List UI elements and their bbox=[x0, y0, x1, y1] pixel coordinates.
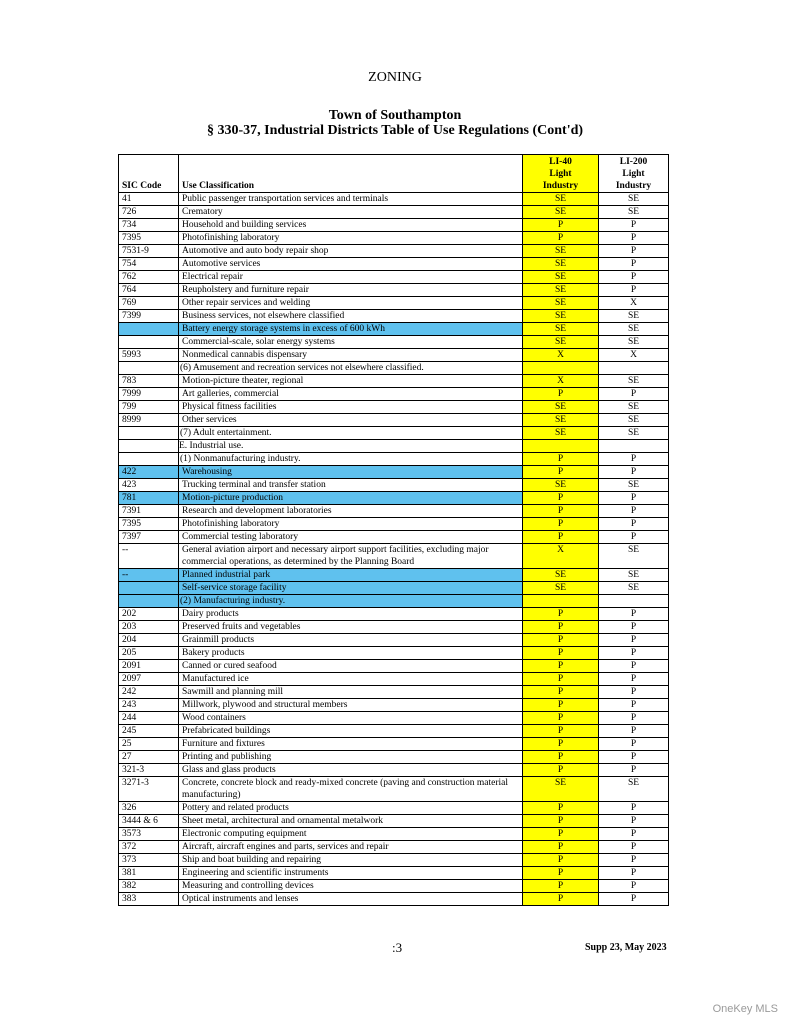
li200-cell: P bbox=[599, 880, 669, 893]
use-classification-cell: Printing and publishing bbox=[179, 751, 523, 764]
li200-cell: SE bbox=[599, 375, 669, 388]
table-row bbox=[119, 582, 669, 595]
header-li200 bbox=[599, 155, 669, 193]
li200-cell: X bbox=[599, 297, 669, 310]
li40-cell: SE bbox=[523, 401, 599, 414]
table-row bbox=[119, 595, 669, 608]
sic-code-cell: 383 bbox=[119, 893, 179, 906]
use-classification-cell: (7) Adult entertainment. bbox=[179, 427, 523, 440]
use-classification-cell: (1) Nonmanufacturing industry. bbox=[179, 453, 523, 466]
table-row bbox=[119, 608, 669, 621]
use-classification-cell: Automotive and auto body repair shop bbox=[179, 245, 523, 258]
use-classification-cell: Wood containers bbox=[179, 712, 523, 725]
table-row bbox=[119, 634, 669, 647]
li200-cell: P bbox=[599, 867, 669, 880]
use-regulations-table bbox=[118, 154, 669, 906]
table-row bbox=[119, 802, 669, 815]
use-classification-cell: Millwork, plywood and structural members bbox=[179, 699, 523, 712]
li40-cell: P bbox=[523, 867, 599, 880]
li40-cell: P bbox=[523, 608, 599, 621]
li200-cell: P bbox=[599, 518, 669, 531]
sic-code-cell: 7391 bbox=[119, 505, 179, 518]
table-row bbox=[119, 414, 669, 427]
use-classification-cell: Planned industrial park bbox=[179, 569, 523, 582]
table-row bbox=[119, 401, 669, 414]
li40-cell: P bbox=[523, 466, 599, 479]
sic-code-cell bbox=[119, 323, 179, 336]
li200-cell: SE bbox=[599, 323, 669, 336]
table-row bbox=[119, 569, 669, 582]
header-sic-code: SIC Code bbox=[119, 155, 179, 193]
table-row bbox=[119, 427, 669, 440]
sic-code-cell: 3271-3 bbox=[119, 777, 179, 802]
table-row bbox=[119, 245, 669, 258]
use-classification-cell: Crematory bbox=[179, 206, 523, 219]
li200-cell: P bbox=[599, 258, 669, 271]
li40-cell: P bbox=[523, 647, 599, 660]
li200-cell: P bbox=[599, 466, 669, 479]
page-heading: ZONING bbox=[368, 70, 422, 85]
header-li200-line1: LI-200 bbox=[619, 157, 648, 167]
table-row bbox=[119, 854, 669, 867]
sic-code-cell: 204 bbox=[119, 634, 179, 647]
sic-code-cell: 764 bbox=[119, 284, 179, 297]
li40-cell: SE bbox=[523, 336, 599, 349]
sic-code-cell bbox=[119, 595, 179, 608]
use-classification-cell: Canned or cured seafood bbox=[179, 660, 523, 673]
li40-cell: P bbox=[523, 738, 599, 751]
header-li200-line2: Light bbox=[622, 169, 645, 179]
table-row bbox=[119, 712, 669, 725]
sic-code-cell: 245 bbox=[119, 725, 179, 738]
li40-cell: P bbox=[523, 388, 599, 401]
sic-code-cell: 8999 bbox=[119, 414, 179, 427]
li200-cell: P bbox=[599, 738, 669, 751]
table-row bbox=[119, 880, 669, 893]
use-classification-cell: Bakery products bbox=[179, 647, 523, 660]
document-title: Town of Southampton bbox=[328, 108, 462, 123]
header-li40 bbox=[523, 155, 599, 193]
use-classification-cell: Preserved fruits and vegetables bbox=[179, 621, 523, 634]
table-row bbox=[119, 336, 669, 349]
use-classification-cell: Commercial-scale, solar energy systems bbox=[179, 336, 523, 349]
use-classification-cell: Optical instruments and lenses bbox=[179, 893, 523, 906]
header-use-classification: Use Classification bbox=[179, 155, 523, 193]
sic-code-cell: 781 bbox=[119, 492, 179, 505]
use-classification-cell: Electrical repair bbox=[179, 271, 523, 284]
li40-cell: P bbox=[523, 492, 599, 505]
sic-code-cell: 205 bbox=[119, 647, 179, 660]
li200-cell: P bbox=[599, 815, 669, 828]
li200-cell: P bbox=[599, 764, 669, 777]
li40-cell: P bbox=[523, 764, 599, 777]
sic-code-cell: 754 bbox=[119, 258, 179, 271]
li40-cell: X bbox=[523, 349, 599, 362]
li40-cell: SE bbox=[523, 427, 599, 440]
sic-code-cell: 7531-9 bbox=[119, 245, 179, 258]
li200-cell: P bbox=[599, 647, 669, 660]
use-classification-cell: Electronic computing equipment bbox=[179, 828, 523, 841]
use-classification-cell: General aviation airport and necessary airport support facilities, excluding major commercial operations, as determined by the Planning Board bbox=[179, 544, 523, 569]
header-li40-line3: Industry bbox=[542, 181, 579, 191]
li40-cell: P bbox=[523, 699, 599, 712]
table-row bbox=[119, 479, 669, 492]
li200-cell: SE bbox=[599, 544, 669, 569]
li40-cell bbox=[523, 362, 599, 375]
sic-code-cell: 726 bbox=[119, 206, 179, 219]
sic-code-cell: 244 bbox=[119, 712, 179, 725]
use-classification-cell: Household and building services bbox=[179, 219, 523, 232]
li200-cell: P bbox=[599, 492, 669, 505]
li200-cell: P bbox=[599, 271, 669, 284]
li200-cell bbox=[599, 440, 669, 453]
use-classification-cell: Art galleries, commercial bbox=[179, 388, 523, 401]
use-classification-cell: E. Industrial use. bbox=[179, 440, 523, 453]
sic-code-cell: 242 bbox=[119, 686, 179, 699]
sic-code-cell: 243 bbox=[119, 699, 179, 712]
sic-code-cell bbox=[119, 336, 179, 349]
table-row bbox=[119, 751, 669, 764]
li200-cell: SE bbox=[599, 427, 669, 440]
li200-cell: P bbox=[599, 841, 669, 854]
li200-cell: SE bbox=[599, 336, 669, 349]
table-row bbox=[119, 544, 669, 569]
li200-cell: P bbox=[599, 453, 669, 466]
sic-code-cell: 27 bbox=[119, 751, 179, 764]
li40-cell: SE bbox=[523, 323, 599, 336]
li200-cell: P bbox=[599, 712, 669, 725]
table-row bbox=[119, 531, 669, 544]
table-row bbox=[119, 206, 669, 219]
table-row bbox=[119, 815, 669, 828]
use-classification-cell: Business services, not elsewhere classified bbox=[179, 310, 523, 323]
table-row bbox=[119, 647, 669, 660]
li40-cell: P bbox=[523, 686, 599, 699]
li200-cell: SE bbox=[599, 414, 669, 427]
sic-code-cell bbox=[119, 362, 179, 375]
li40-cell: SE bbox=[523, 777, 599, 802]
li200-cell: SE bbox=[599, 569, 669, 582]
sic-code-cell: 7999 bbox=[119, 388, 179, 401]
li200-cell: P bbox=[599, 660, 669, 673]
li200-cell: SE bbox=[599, 777, 669, 802]
li200-cell: SE bbox=[599, 401, 669, 414]
sic-code-cell: 2097 bbox=[119, 673, 179, 686]
use-classification-cell: Public passenger transportation services and terminals bbox=[179, 193, 523, 206]
sic-code-cell: 326 bbox=[119, 802, 179, 815]
sic-code-cell: 422 bbox=[119, 466, 179, 479]
li200-cell: P bbox=[599, 621, 669, 634]
table-row bbox=[119, 841, 669, 854]
sic-code-cell: 7399 bbox=[119, 310, 179, 323]
table-row bbox=[119, 686, 669, 699]
li40-cell: P bbox=[523, 802, 599, 815]
use-classification-cell: Commercial testing laboratory bbox=[179, 531, 523, 544]
sic-code-cell: 3444 & 6 bbox=[119, 815, 179, 828]
document-subtitle: § 330-37, Industrial Districts Table of Use Regulations (Cont'd) bbox=[206, 123, 584, 138]
sic-code-cell bbox=[119, 453, 179, 466]
sic-code-cell: 783 bbox=[119, 375, 179, 388]
table-row bbox=[119, 828, 669, 841]
li40-cell: SE bbox=[523, 245, 599, 258]
li200-cell bbox=[599, 362, 669, 375]
li200-cell: P bbox=[599, 245, 669, 258]
li40-cell: SE bbox=[523, 284, 599, 297]
sic-code-cell: 7395 bbox=[119, 232, 179, 245]
sic-code-cell: 769 bbox=[119, 297, 179, 310]
li40-cell: P bbox=[523, 531, 599, 544]
use-classification-cell: Automotive services bbox=[179, 258, 523, 271]
sic-code-cell: 202 bbox=[119, 608, 179, 621]
li40-cell: SE bbox=[523, 297, 599, 310]
li200-cell: P bbox=[599, 828, 669, 841]
li200-cell: P bbox=[599, 634, 669, 647]
sic-code-cell: 799 bbox=[119, 401, 179, 414]
use-classification-cell: Engineering and scientific instruments bbox=[179, 867, 523, 880]
li200-cell: P bbox=[599, 531, 669, 544]
sic-code-cell: 381 bbox=[119, 867, 179, 880]
table-row bbox=[119, 621, 669, 634]
table-row bbox=[119, 699, 669, 712]
supplement-label: Supp 23, May 2023 bbox=[585, 942, 667, 953]
li40-cell: P bbox=[523, 751, 599, 764]
li200-cell: P bbox=[599, 686, 669, 699]
use-classification-cell: Self-service storage facility bbox=[179, 582, 523, 595]
watermark-label: OneKey MLS bbox=[712, 1003, 778, 1015]
li40-cell: P bbox=[523, 219, 599, 232]
table-row bbox=[119, 193, 669, 206]
table-row bbox=[119, 284, 669, 297]
table-row bbox=[119, 440, 669, 453]
table-row bbox=[119, 660, 669, 673]
use-classification-cell: Sawmill and planning mill bbox=[179, 686, 523, 699]
li40-cell: P bbox=[523, 518, 599, 531]
table-row bbox=[119, 388, 669, 401]
li40-cell: SE bbox=[523, 310, 599, 323]
table-row bbox=[119, 867, 669, 880]
li40-cell: SE bbox=[523, 193, 599, 206]
li200-cell: P bbox=[599, 699, 669, 712]
use-classification-cell: (2) Manufacturing industry. bbox=[179, 595, 523, 608]
li200-cell: SE bbox=[599, 479, 669, 492]
sic-code-cell: -- bbox=[119, 569, 179, 582]
li40-cell: P bbox=[523, 634, 599, 647]
table-row bbox=[119, 453, 669, 466]
sic-code-cell: 373 bbox=[119, 854, 179, 867]
use-classification-cell: Photofinishing laboratory bbox=[179, 232, 523, 245]
table-row bbox=[119, 310, 669, 323]
li40-cell: P bbox=[523, 660, 599, 673]
use-classification-cell: Other services bbox=[179, 414, 523, 427]
li40-cell: P bbox=[523, 841, 599, 854]
table-row bbox=[119, 297, 669, 310]
sic-code-cell: -- bbox=[119, 544, 179, 569]
table-row bbox=[119, 323, 669, 336]
table-row bbox=[119, 258, 669, 271]
use-classification-cell: Aircraft, aircraft engines and parts, services and repair bbox=[179, 841, 523, 854]
sic-code-cell: 3573 bbox=[119, 828, 179, 841]
li40-cell: P bbox=[523, 893, 599, 906]
table-row bbox=[119, 349, 669, 362]
header-li200-line3: Industry bbox=[615, 181, 652, 191]
table-row bbox=[119, 466, 669, 479]
li40-cell: SE bbox=[523, 206, 599, 219]
li200-cell: X bbox=[599, 349, 669, 362]
use-classification-cell: Reupholstery and furniture repair bbox=[179, 284, 523, 297]
use-classification-cell: Battery energy storage systems in excess of 600 kWh bbox=[179, 323, 523, 336]
table-row bbox=[119, 738, 669, 751]
table-row bbox=[119, 492, 669, 505]
li40-cell: P bbox=[523, 828, 599, 841]
li40-cell: P bbox=[523, 232, 599, 245]
li200-cell: SE bbox=[599, 193, 669, 206]
li200-cell: P bbox=[599, 219, 669, 232]
li40-cell: P bbox=[523, 712, 599, 725]
sic-code-cell: 203 bbox=[119, 621, 179, 634]
sic-code-cell: 41 bbox=[119, 193, 179, 206]
li200-cell: P bbox=[599, 505, 669, 518]
sic-code-cell bbox=[119, 440, 179, 453]
li40-cell: P bbox=[523, 854, 599, 867]
li40-cell bbox=[523, 595, 599, 608]
sic-code-cell: 5993 bbox=[119, 349, 179, 362]
use-classification-cell: Research and development laboratories bbox=[179, 505, 523, 518]
li200-cell: P bbox=[599, 232, 669, 245]
li40-cell: X bbox=[523, 544, 599, 569]
table-row bbox=[119, 518, 669, 531]
table-row bbox=[119, 362, 669, 375]
use-classification-cell: Concrete, concrete block and ready-mixed concrete (paving and construction material manufacturing) bbox=[179, 777, 523, 802]
li200-cell: P bbox=[599, 673, 669, 686]
sic-code-cell: 372 bbox=[119, 841, 179, 854]
page-number: :3 bbox=[392, 940, 403, 955]
use-classification-cell: Warehousing bbox=[179, 466, 523, 479]
li200-cell: P bbox=[599, 751, 669, 764]
li200-cell bbox=[599, 595, 669, 608]
li200-cell: SE bbox=[599, 206, 669, 219]
sic-code-cell: 2091 bbox=[119, 660, 179, 673]
use-classification-cell: Ship and boat building and repairing bbox=[179, 854, 523, 867]
use-classification-cell: Photofinishing laboratory bbox=[179, 518, 523, 531]
li200-cell: P bbox=[599, 608, 669, 621]
li200-cell: P bbox=[599, 802, 669, 815]
table-row bbox=[119, 725, 669, 738]
li200-cell: P bbox=[599, 388, 669, 401]
use-classification-cell: Dairy products bbox=[179, 608, 523, 621]
li40-cell: P bbox=[523, 673, 599, 686]
li40-cell: P bbox=[523, 453, 599, 466]
li200-cell: P bbox=[599, 854, 669, 867]
li40-cell: SE bbox=[523, 414, 599, 427]
li40-cell: P bbox=[523, 725, 599, 738]
use-classification-cell: Nonmedical cannabis dispensary bbox=[179, 349, 523, 362]
table-row bbox=[119, 271, 669, 284]
li40-cell: SE bbox=[523, 479, 599, 492]
sic-code-cell bbox=[119, 582, 179, 595]
use-classification-cell: Glass and glass products bbox=[179, 764, 523, 777]
use-classification-cell: Measuring and controlling devices bbox=[179, 880, 523, 893]
table-row bbox=[119, 232, 669, 245]
use-classification-cell: Manufactured ice bbox=[179, 673, 523, 686]
sic-code-cell: 25 bbox=[119, 738, 179, 751]
li200-cell: SE bbox=[599, 582, 669, 595]
sic-code-cell: 423 bbox=[119, 479, 179, 492]
li40-cell: SE bbox=[523, 258, 599, 271]
use-classification-cell: Grainmill products bbox=[179, 634, 523, 647]
li200-cell: P bbox=[599, 725, 669, 738]
li40-cell: P bbox=[523, 815, 599, 828]
li40-cell: SE bbox=[523, 582, 599, 595]
table-row bbox=[119, 893, 669, 906]
header-li40-line1: LI-40 bbox=[549, 157, 572, 167]
table-row bbox=[119, 375, 669, 388]
li40-cell bbox=[523, 440, 599, 453]
use-classification-cell: Physical fitness facilities bbox=[179, 401, 523, 414]
li40-cell: P bbox=[523, 621, 599, 634]
use-classification-cell: Pottery and related products bbox=[179, 802, 523, 815]
sic-code-cell: 7397 bbox=[119, 531, 179, 544]
li40-cell: SE bbox=[523, 569, 599, 582]
sic-code-cell: 762 bbox=[119, 271, 179, 284]
table-body bbox=[119, 193, 669, 906]
header-li40-line2: Light bbox=[549, 169, 572, 179]
li40-cell: P bbox=[523, 880, 599, 893]
use-classification-cell: Trucking terminal and transfer station bbox=[179, 479, 523, 492]
table-row bbox=[119, 505, 669, 518]
sic-code-cell: 382 bbox=[119, 880, 179, 893]
sic-code-cell: 321-3 bbox=[119, 764, 179, 777]
use-classification-cell: Sheet metal, architectural and ornamental metalwork bbox=[179, 815, 523, 828]
sic-code-cell: 734 bbox=[119, 219, 179, 232]
table-row bbox=[119, 777, 669, 802]
sic-code-cell bbox=[119, 427, 179, 440]
use-classification-cell: Furniture and fixtures bbox=[179, 738, 523, 751]
use-classification-cell: Motion-picture theater, regional bbox=[179, 375, 523, 388]
use-classification-cell: (6) Amusement and recreation services not elsewhere classified. bbox=[179, 362, 523, 375]
use-classification-cell: Other repair services and welding bbox=[179, 297, 523, 310]
li40-cell: P bbox=[523, 505, 599, 518]
table-header-row bbox=[119, 155, 669, 193]
li40-cell: SE bbox=[523, 271, 599, 284]
li200-cell: P bbox=[599, 893, 669, 906]
li200-cell: P bbox=[599, 284, 669, 297]
table-row bbox=[119, 219, 669, 232]
table-row bbox=[119, 764, 669, 777]
li40-cell: X bbox=[523, 375, 599, 388]
sic-code-cell: 7395 bbox=[119, 518, 179, 531]
table-row bbox=[119, 673, 669, 686]
li200-cell: SE bbox=[599, 310, 669, 323]
use-classification-cell: Motion-picture production bbox=[179, 492, 523, 505]
use-classification-cell: Prefabricated buildings bbox=[179, 725, 523, 738]
